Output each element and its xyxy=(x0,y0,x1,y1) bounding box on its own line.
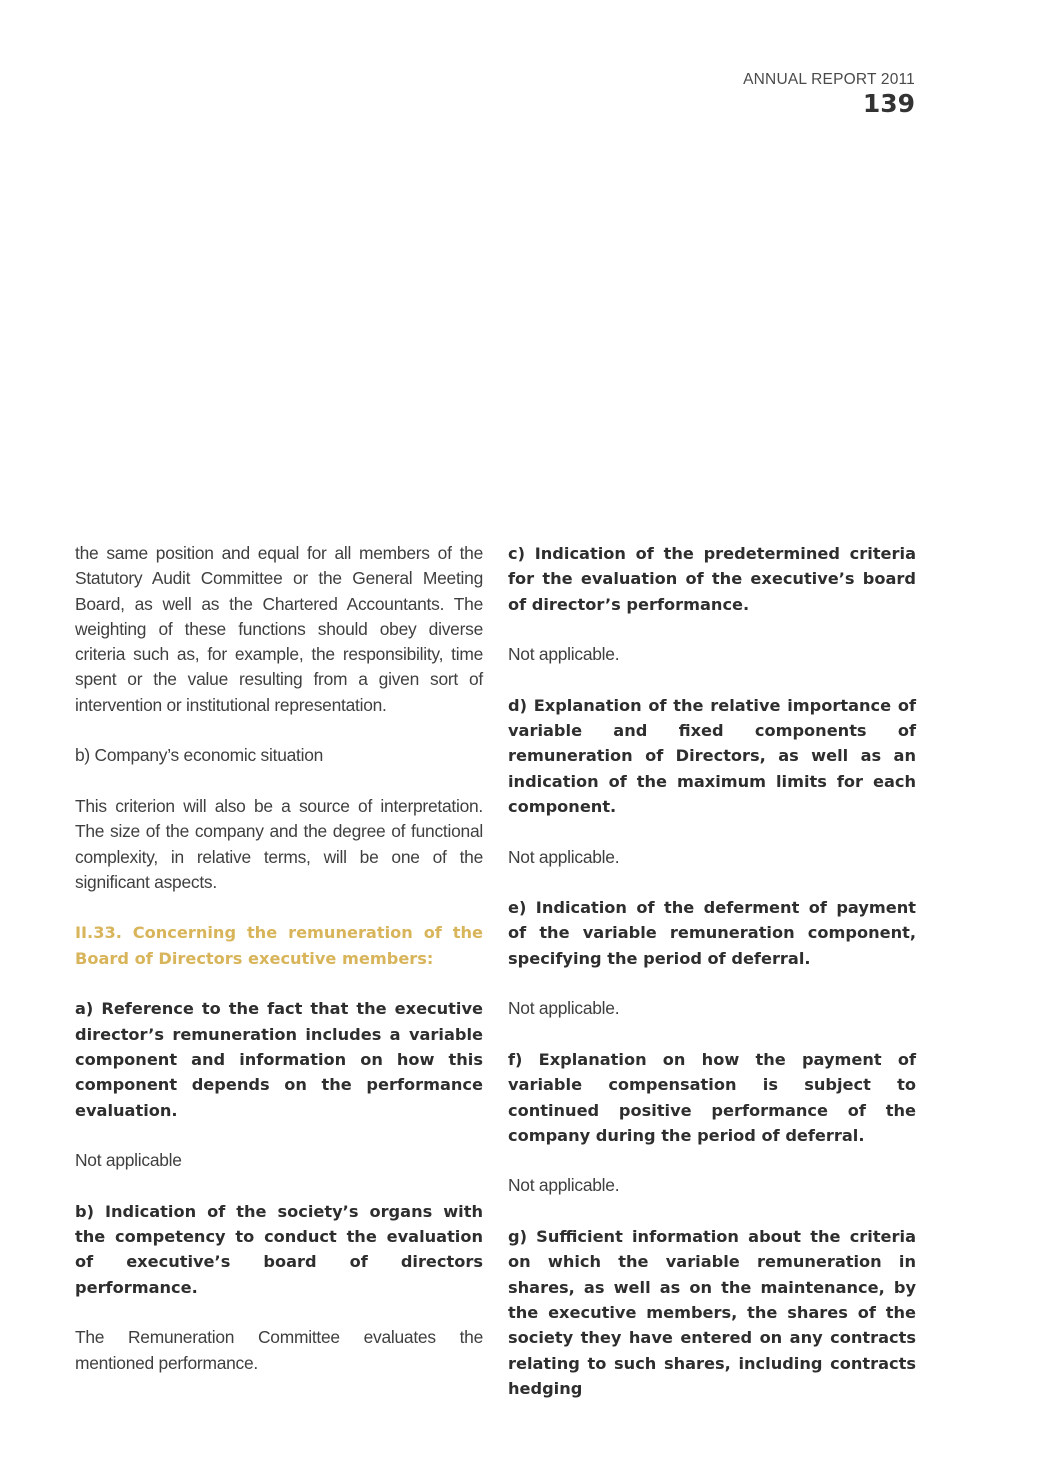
answer-c: Not applicable. xyxy=(508,644,620,665)
question-heading-b: b) Indication of the society’s organs with the competency to conduct the evaluation of executive’s board of directors performance. xyxy=(75,1201,483,1297)
question-heading-f: f) Explanation on how the payment of variable compensation is subject to continued positive performance of the company during the period of deferral. xyxy=(508,1049,916,1145)
question-heading-e: e) Indication of the deferment of payment of the variable remuneration component, specifying the period of deferral. xyxy=(508,898,916,968)
right-column xyxy=(508,541,916,1401)
answer-a: Not applicable xyxy=(75,1150,182,1171)
answer-d: Not applicable. xyxy=(508,846,620,867)
criterion-label: b) Company’s economic situation xyxy=(75,745,324,766)
answer-b: The Remuneration Committee evaluates the mentioned performance. xyxy=(75,1327,483,1373)
left-column xyxy=(75,541,483,1376)
answer-e: Not applicable. xyxy=(508,998,620,1019)
question-heading-g: g) Sufficient information about the criteria on which the variable remuneration in shares, as well as on the maintenance, by the executive members, the shares of the society they have entered on any contracts relating to such shares, including contracts hedging xyxy=(508,1227,916,1398)
question-heading-c: c) Indication of the predetermined criteria for the evaluation of the executive’s board of director’s performance. xyxy=(508,544,916,614)
section-heading: II.33. Concerning the remuneration of the Board of Directors executive members: xyxy=(75,923,483,968)
question-heading-a: a) Reference to the fact that the executive director’s remuneration includes a variable component and information on how this component depends on the performance evaluation. xyxy=(75,999,483,1120)
page-header xyxy=(743,70,915,119)
page-number: 139 xyxy=(862,89,915,118)
running-title: ANNUAL REPORT 2011 xyxy=(743,71,915,88)
question-heading-d: d) Explanation of the relative importance of variable and fixed components of remuneration of Directors, as well as an indication of the maximum limits for each component. xyxy=(508,695,916,816)
body-paragraph: This criterion will also be a source of interpretation. The size of the company and the degree of functional complexity, in relative terms, will be one of the significant aspects. xyxy=(75,795,483,892)
answer-f: Not applicable. xyxy=(508,1175,620,1196)
body-paragraph: the same position and equal for all members of the Statutory Audit Committee or the General Meeting Board, as well as the Chartered Accountants. The weighting of these functions should obey diverse criteria such as, for example, the responsibility, time spent or the value resulting from a given sort of intervention or institutional representation. xyxy=(75,543,483,715)
